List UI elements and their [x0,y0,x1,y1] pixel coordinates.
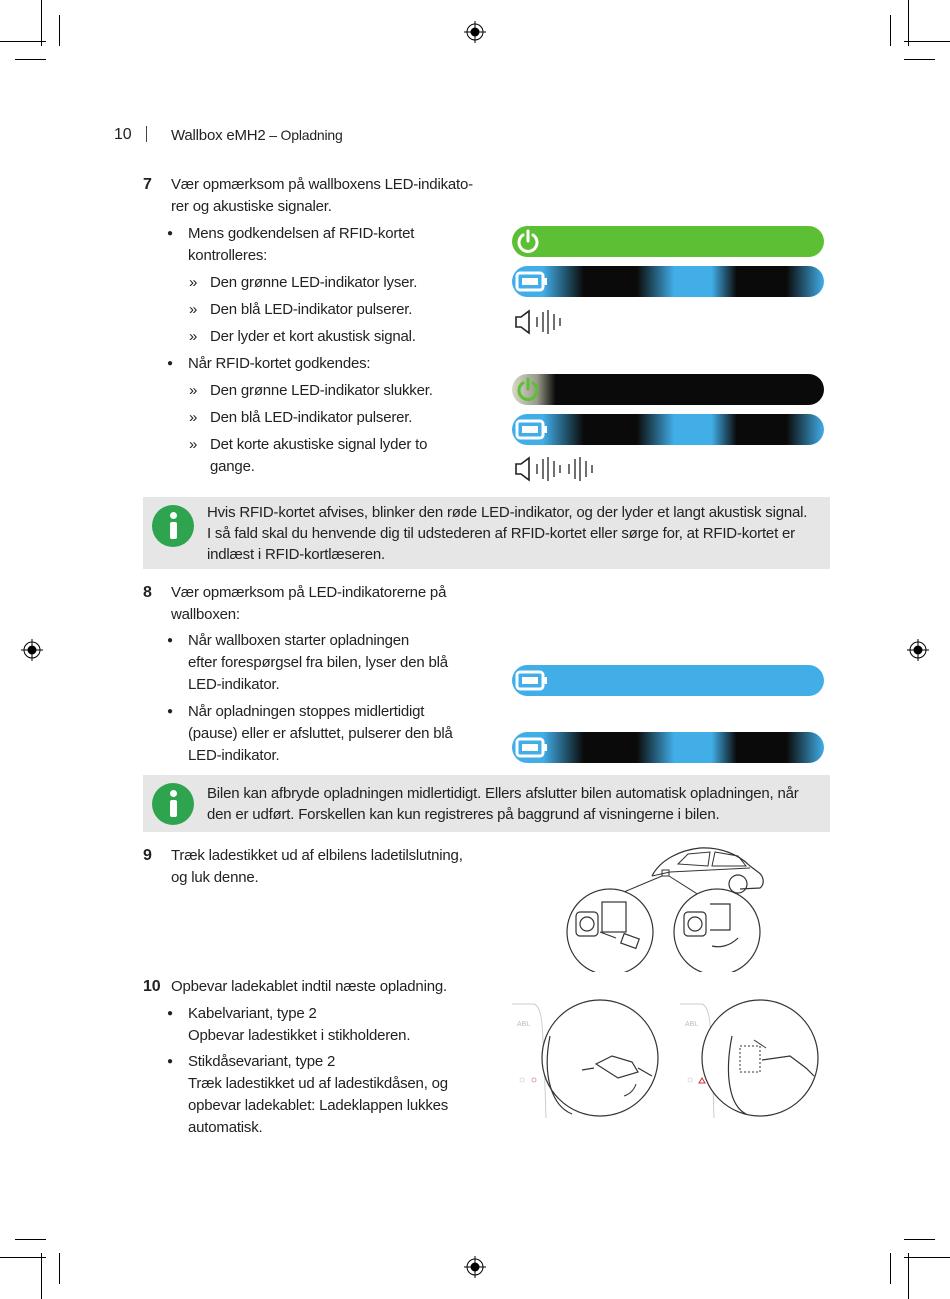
battery-icon [514,734,550,761]
bullet-item-cont: (pause) eller er afsluttet, pulserer den blå [188,725,453,742]
car-charging-port-illustration [560,842,772,972]
step-number: 10 [143,978,161,995]
bullet-item-cont: LED-indikator. [188,747,280,764]
registration-mark-icon [907,639,929,661]
step-text: Vær opmærksom på wallboxens LED-indikato- [171,176,473,193]
info-text: den er udført. Forskellen kan kun registreres på baggrund af visningerne i bilen. [207,806,720,823]
info-box [143,497,830,569]
bullet-item-cont: kontrolleres: [188,247,268,264]
battery-icon [514,268,550,295]
step-text: Træk ladestikket ud af elbilens ladetilslutning, [171,847,463,864]
socket-storage-illustration [680,996,830,1122]
header-divider [146,126,147,142]
info-text: Bilen kan afbryde opladningen midlertidigt. Ellers afslutter bilen automatisk opladningen, når [207,785,799,802]
info-icon [152,783,194,825]
bullet-item-cont: LED-indikator. [188,676,280,693]
bullet-item: ● Når wallboxen starter opladningen [188,630,409,652]
info-text: indlæst i RFID-kortlæseren. [207,546,385,563]
product-name: Wallbox eMH2 [171,127,266,144]
sub-item: » Der lyder et kort akustisk signal. [210,326,416,348]
info-text: I så fald skal du henvende dig til udstederen af RFID-kortet eller sørge for, at RFID-kortet er [207,525,795,542]
brand-label: ABL [685,1021,699,1028]
step-number: 8 [143,584,152,601]
led-green-on-bar [512,226,824,257]
speaker-icon [513,455,605,483]
bullet-item-cont: automatisk. [188,1119,263,1136]
battery-icon [514,667,550,694]
step-number: 7 [143,176,152,193]
sub-item-cont: gange. [210,458,255,475]
info-icon [152,505,194,547]
led-green-off-bar [512,374,824,405]
step-text: rer og akustiske signaler. [171,198,332,215]
step-number: 9 [143,847,152,864]
led-blue-pulse-bar [512,414,824,445]
step-text: Vær opmærksom på LED-indikatorerne på [171,584,447,601]
led-blue-on-bar [512,665,824,696]
bullet-item-cont: opbevar ladekablet: Ladeklappen lukkes [188,1097,449,1114]
bullet-item-cont: Opbevar ladestikket i stikholderen. [188,1027,411,1044]
step-text: wallboxen: [171,606,240,623]
registration-mark-icon [464,21,486,43]
sub-item: » Den grønne LED-indikator slukker. [210,380,433,402]
bullet-item: ● Når RFID-kortet godkendes: [188,353,370,375]
registration-mark-icon [464,1256,486,1278]
led-blue-pulse-bar [512,266,824,297]
page-number: 10 [114,126,132,143]
power-icon [514,376,542,403]
cable-storage-illustration [512,996,662,1122]
led-blue-pulse-bar [512,732,824,763]
power-icon [514,228,542,255]
bullet-item-cont: efter forespørgsel fra bilen, lyser den blå [188,654,448,671]
sub-item: » Den grønne LED-indikator lyser. [210,272,417,294]
bullet-item: ● Når opladningen stoppes midlertidigt [188,701,424,723]
sub-item: » Det korte akustiske signal lyder to [210,434,427,456]
bullet-item: ● Mens godkendelsen af RFID-kortet [188,223,414,245]
step-text: og luk denne. [171,869,259,886]
bullet-title: ● Kabelvariant, type 2 [188,1003,317,1025]
step-text: Opbevar ladekablet indtil næste opladning. [171,978,447,995]
sub-item: » Den blå LED-indikator pulserer. [210,299,412,321]
registration-mark-icon [21,639,43,661]
brand-label: ABL [517,1021,531,1028]
running-header [171,124,343,147]
sub-item: » Den blå LED-indikator pulserer. [210,407,412,429]
section-name: – Opladning [265,127,343,143]
battery-icon [514,416,550,443]
info-text: Hvis RFID-kortet afvises, blinker den røde LED-indikator, og der lyder et langt akustisk signal. [207,504,808,521]
bullet-title: ● Stikdåsevariant, type 2 [188,1051,335,1073]
info-box [143,775,830,832]
bullet-item-cont: Træk ladestikket ud af ladestikdåsen, og [188,1075,448,1092]
speaker-icon [513,308,573,336]
